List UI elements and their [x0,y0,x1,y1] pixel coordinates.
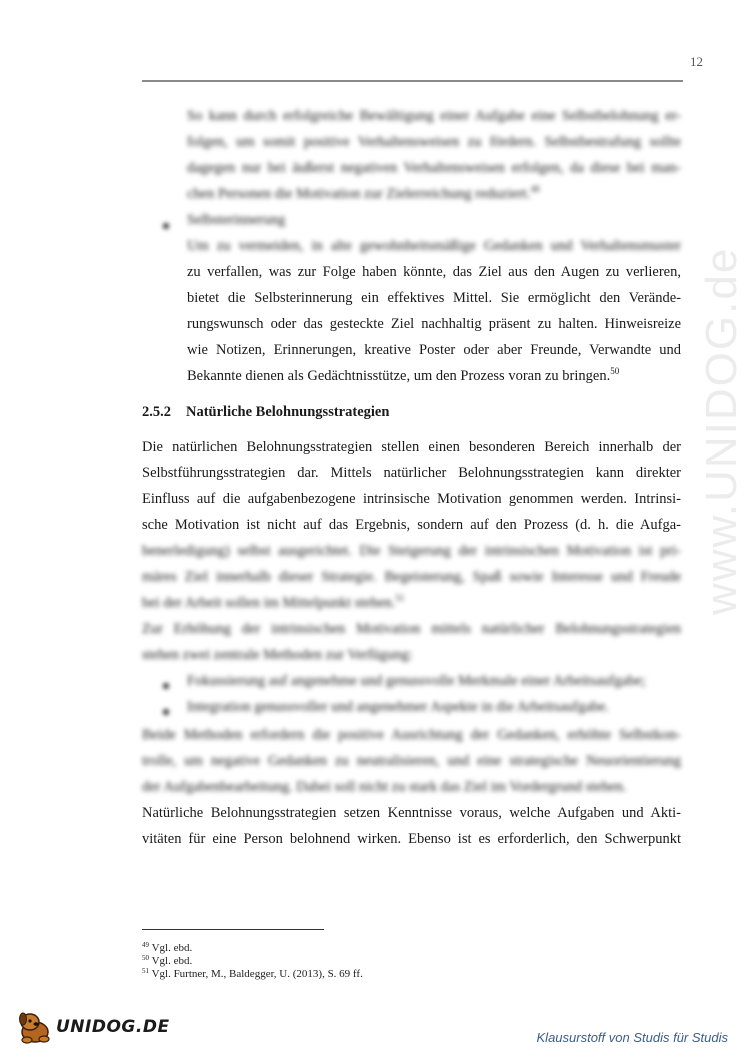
list-item: Fokussierung auf angenehme und genussvolle Merkmale einer Arbeitsaufgabe; [187,673,646,689]
text-line-content: Bekannte dienen als Gedächtnisstütze, um den Prozess voran zu bringen. [187,368,611,384]
text-line: Um zu vermeiden, in alte gewohnheitsmäßige Gedanken und Verhaltensmuster [187,238,681,254]
blurred-paragraph-lower [142,722,681,800]
bullet-dot [163,223,169,229]
bullet-selbsterinnerung [187,207,681,389]
text-line: märes Ziel innerhalb dieser Strategie. Begeisterung, Spaß sowie Interesse und Freude [142,569,681,585]
header-rule [142,80,683,82]
bullet-title: Selbsterinnerung [187,212,286,228]
unidog-logo [16,1010,170,1044]
footnote-rule [142,929,324,930]
footnote-number: 51 [142,967,149,975]
footnote-ref: 50 [610,366,620,376]
blurred-paragraph-top [187,103,681,207]
footnote [142,942,363,955]
text-line: bietet die Selbsterinnerung ein effektives Mittel. Sie ermöglicht den Verände- [187,290,681,306]
text-line: Selbstführungsstrategien dar. Mittels natürlicher Belohnungsstrategien kann direkter [142,465,681,481]
footnote [142,968,363,981]
footnotes [142,942,363,981]
text-line: Zur Erhöhung der intrinsischen Motivation mittels natürlicher Belohnungsstrategien [142,621,681,637]
footnote-text: Vgl. Furtner, M., Baldegger, U. (2013), S. 69 ff. [151,968,363,980]
bullet-dot [163,683,169,689]
footnote-ref: 48 [530,184,540,194]
text-line: folgen, um somit positive Verhaltensweisen zu fördern. Selbstbestrafung sollte [187,134,681,150]
text-line: dagegen nur bei äußerst negativen Verhaltensweisen erfolgen, da diese bei man- [187,160,681,176]
text-line: vitäten für eine Person belohnend wirken. Ebenso ist es erforderlich, den Schwerpunkt [142,831,681,847]
section-heading [142,404,389,421]
text-line-content: bei der Arbeit sollen im Mittelpunkt stehen. [142,595,396,611]
text-line: trolle, um negative Gedanken zu neutralisieren, und eine strategische Neuorientierung [142,753,681,769]
text-line: der Aufgabenbearbeitung. Dabei soll nicht zu stark das Ziel im Vordergrund stehen. [142,779,627,795]
section-number: 2.5.2 [142,404,171,420]
footnote-ref: 51 [395,593,405,603]
footnote-text: Vgl. ebd. [151,942,193,954]
text-line: Die natürlichen Belohnungsstrategien stellen einen besonderen Bereich innerhalb der [142,439,681,455]
section-title: Natürliche Belohnungsstrategien [186,404,390,420]
text-line: Natürliche Belohnungsstrategien setzen Kenntnisse voraus, welche Aufgaben und Akti- [142,805,681,821]
footnote-number: 50 [142,954,149,962]
list-item: Integration genussvoller und angenehmer Aspekte in die Arbeitsaufgabe. [187,699,609,715]
logo-text: UNIDOG.DE [56,1017,170,1037]
text-line-content: chen Personen die Motivation zur Zielerreichung reduziert. [187,186,531,202]
text-line: So kann durch erfolgreiche Bewältigung einer Aufgabe eine Selbstbelohnung er- [187,108,681,124]
text-line [187,363,681,389]
dog-mascot-icon [16,1010,54,1044]
page-number: 12 [690,54,703,69]
footer-tagline: Klausurstoff von Studis für Studis [536,1030,728,1045]
text-line [142,590,681,616]
footnote-text: Vgl. ebd. [151,955,193,967]
blurred-paragraph-middle [142,538,681,668]
paragraph-closing [142,800,681,852]
text-line: Einfluss auf die aufgabenbezogene intrinsische Motivation genommen werden. Intrinsi- [142,491,681,507]
footnote [142,955,363,968]
text-line: wie Notizen, Erinnerungen, kreative Poster oder aber Freunde, Verwandte und [187,342,681,358]
text-line: rungswunsch oder das gesteckte Ziel nachhaltig präsent zu halten. Hinweisreize [187,316,681,332]
watermark: www.UNIDOG.de [697,246,746,615]
footnote-number: 49 [142,941,149,949]
text-line: benerledigung) selbst ausgerichtet. Die Steigerung der intrinsischen Motivation ist pri- [142,543,681,559]
text-line: sche Motivation ist nicht auf das Ergebnis, sondern auf den Prozess (d. h. die Aufga- [142,517,681,533]
text-line: Beide Methoden erfordern die positive Ausrichtung der Gedanken, erhöhte Selbstkon- [142,727,681,743]
text-line: zu verfallen, was zur Folge haben könnte, das Ziel aus den Augen zu verlieren, [187,264,681,280]
bullet-dot [163,709,169,715]
paragraph-main [142,434,681,538]
text-line [187,181,681,207]
blurred-bullet-list [187,668,681,720]
text-line: stehen zwei zentrale Methoden zur Verfügung: [142,647,413,663]
